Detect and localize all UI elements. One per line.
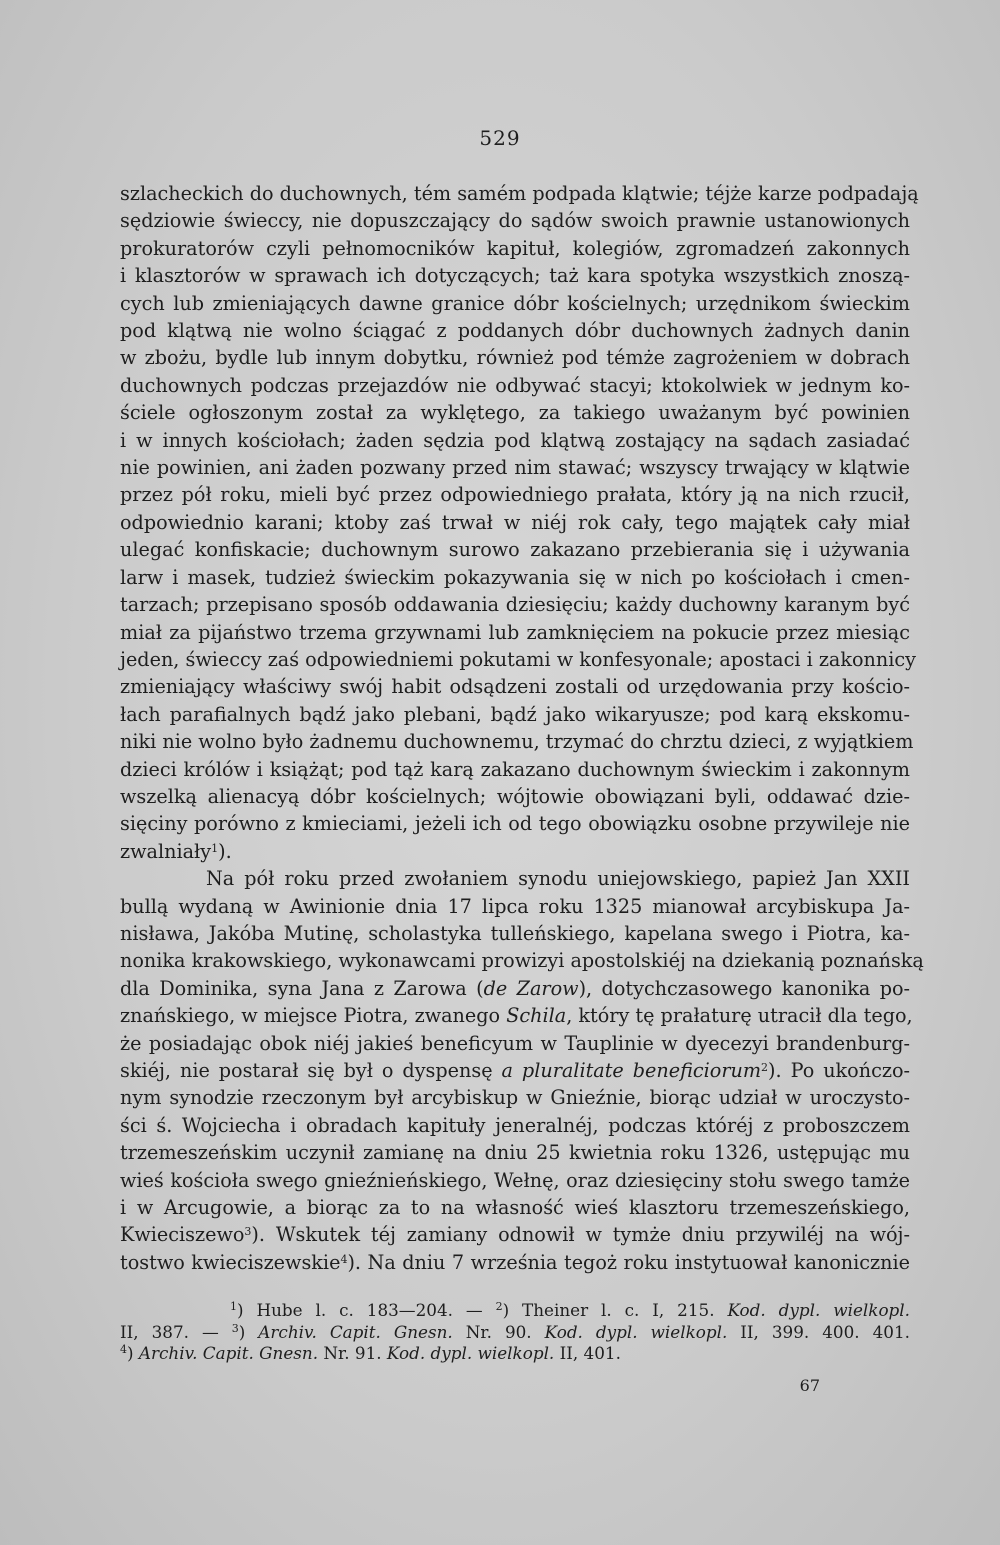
body-text xyxy=(120,180,924,1276)
text-segment: dla Dominika, syna Jana z Zarowa ( xyxy=(120,976,484,1000)
text-line: miał za pijaństwo trzema grzywnami lub zamknięciem na pokucie przez miesiąc xyxy=(120,620,910,644)
text-segment: znańskiego, w miejsce Piotra, zwanego xyxy=(120,1004,507,1028)
text-segment: II, 399. 400. 401. xyxy=(727,1321,910,1342)
text-line: wieś kościoła swego gnieźnieńskiego, Wełnę, oraz dziesięciny stołu swego tamże xyxy=(120,1168,910,1192)
text-segment: , który tę prałaturę utracił dla tego, xyxy=(566,1004,913,1028)
text-line: i w Arcugowie, a biorąc za to na własność wieś klasztoru trzemeszeńskiego, xyxy=(120,1196,910,1220)
text-segment: ) xyxy=(238,1321,259,1342)
text-line: sięciny porówno z kmieciami, jeżeli ich od tego obowiązku osobne przywileje nie xyxy=(120,812,910,836)
text-line xyxy=(120,975,910,1002)
text-segment: ). Wskutek téj zamiany odnowił w tymże dniu przywiléj na wój- xyxy=(251,1223,910,1247)
text-line: nie powinien, ani żaden pozwany przed nim stawać; wszyscy trwający w klątwie xyxy=(120,456,910,480)
footnote-ref: 4 xyxy=(340,1252,348,1266)
text-line: ulegać konfiskacie; duchownym surowo zakazano przebierania się i używania xyxy=(120,538,910,562)
text-line: duchownych podczas przejazdów nie odbywać stacyi; ktokolwiek w jednym ko- xyxy=(120,373,910,397)
text-segment: ) Hube l. c. 183—204. — xyxy=(237,1300,496,1320)
footnote-line xyxy=(120,1322,910,1344)
italic-segment: de Zarow xyxy=(483,976,579,1000)
text-line: szlacheckich do duchownych, tém samém podpada klątwie; téjże karze podpadają xyxy=(120,182,919,205)
footnote-line xyxy=(120,1343,910,1365)
footnote-line xyxy=(120,1300,910,1322)
text-line xyxy=(120,1057,910,1084)
paragraph-first-line: Na pół roku przed zwołaniem synodu uniejowskiego, papież Jan XXII xyxy=(206,867,910,891)
footnote-number: 2 xyxy=(495,1300,503,1313)
text-line: ściele ogłoszonym został za wyklętego, za takiego uważanym być powinien xyxy=(120,401,910,425)
footnote-number: 1 xyxy=(230,1300,237,1313)
footnotes xyxy=(120,1300,910,1365)
text-segment: Kwieciszewo xyxy=(120,1223,245,1247)
text-line: jeden, świeccy zaś odpowiedniemi pokutami w konfesyonale; apostaci i zakonnicy xyxy=(120,647,916,671)
text-segment: II, 401. xyxy=(554,1343,621,1363)
text-line: niki nie wolno było żadnemu duchownemu, trzymać do chrztu dzieci, z wyjątkiem xyxy=(120,730,914,754)
text-line: bullą wydaną w Awinionie dnia 17 lipca roku 1325 mianował arcybiskupa Ja- xyxy=(120,894,910,918)
text-line: sędziowie świeccy, nie dopuszczający do sądów swoich prawnie ustanowionych xyxy=(120,209,910,233)
italic-segment: Kod. dypl. wielkopl. xyxy=(386,1343,555,1363)
text-segment: ) xyxy=(127,1343,139,1363)
italic-segment: Kod. dypl. wielkopl. xyxy=(727,1300,910,1320)
text-line: pod klątwą nie wolno ściągać z poddanych dóbr duchownych żadnych danin xyxy=(120,319,910,343)
text-line: tarzach; przepisano sposób oddawania dziesięciu; każdy duchowny karanym być xyxy=(120,593,910,617)
text-segment: ). Po ukończo- xyxy=(768,1059,910,1082)
text-line: łach parafialnych bądź jako plebani, bądź jako wikaryusze; pod karą ekskomu- xyxy=(120,702,910,726)
text-line: nisława, Jakóba Mutinę, scholastyka tulleńskiego, kapelana swego i Piotra, ka- xyxy=(120,921,910,945)
text-line: ści ś. Wojciecha i obradach kapituły jeneralnéj, podczas któréj z proboszczem xyxy=(120,1113,910,1137)
page-number: 529 xyxy=(479,126,521,150)
text-line: i w innych kościołach; żaden sędzia pod klątwą zostający na sądach zasiadać xyxy=(120,428,910,452)
italic-segment: Kod. dypl. wielkopl. xyxy=(544,1321,728,1342)
text-line: przez pół roku, mieli być przez odpowiedniego prałata, który ją na nich rzucił, xyxy=(120,483,910,507)
text-segment: ) Theiner l. c. I, 215. xyxy=(502,1300,728,1320)
text-line: i klasztorów w sprawach ich dotyczących; taż kara spotyka wszystkich znoszą- xyxy=(120,264,910,288)
text-line: nym synodzie rzeczonym był arcybiskup w Gnieźnie, biorąc udział w uroczysto- xyxy=(120,1086,910,1110)
footnote-ref: 3 xyxy=(244,1225,252,1239)
footnote-number: 3 xyxy=(231,1321,239,1335)
text-line: dzieci królów i książąt; pod tąż karą zakazano duchownym świeckim i zakonnym xyxy=(120,757,910,781)
italic-segment: Archiv. Capit. Gnesn. xyxy=(138,1343,319,1363)
text-line xyxy=(120,1249,910,1276)
text-segment: ). Na dniu 7 września tegoż roku instytuował kanonicznie xyxy=(347,1250,910,1274)
text-line xyxy=(120,1221,910,1248)
text-segment: Nr. 91. xyxy=(318,1343,387,1363)
signature-mark: 67 xyxy=(799,1376,820,1395)
text-line: wszelką alienacyą dóbr kościelnych; wójtowie obowiązani byli, oddawać dzie- xyxy=(120,784,910,808)
italic-segment: a pluralitate beneficiorum xyxy=(501,1059,762,1082)
text-line: cych lub zmieniających dawne granice dóbr kościelnych; urzędnikom świeckim xyxy=(120,291,910,315)
text-segment: tostwo kwieciszewskie xyxy=(120,1250,341,1274)
text-line: zmieniający właściwy swój habit odsądzeni zostali od urzędowania przy kościo- xyxy=(120,675,910,699)
text-segment: zwalniały xyxy=(120,839,212,863)
text-line: w zbożu, bydle lub innym dobytku, również pod témże zagrożeniem w dobrach xyxy=(120,346,910,370)
text-segment: Nr. 90. xyxy=(452,1321,545,1342)
text-segment: II, 387. — xyxy=(120,1321,232,1342)
footnote-ref: 1 xyxy=(211,841,219,855)
text-line: prokuratorów czyli pełnomocników kapituł, kolegiów, zgromadzeń zakonnych xyxy=(120,236,910,260)
footnote-number: 4 xyxy=(120,1343,127,1356)
text-line xyxy=(120,1002,913,1029)
text-line: nonika krakowskiego, wykonawcami prowizyi apostolskiéj na dziekanią poznańską xyxy=(120,949,924,973)
italic-segment: Archiv. Capit. Gnesn. xyxy=(258,1321,453,1342)
text-line xyxy=(120,838,910,865)
text-segment: ), dotychczasowego kanonika po- xyxy=(578,976,911,1000)
text-segment: ). xyxy=(218,839,232,863)
text-line: larw i masek, tudzież świeckim pokazywania się w nich po kościołach i cmen- xyxy=(120,565,910,589)
text-line: trzemeszeńskim uczynił zamianę na dniu 25 kwietnia roku 1326, ustępując mu xyxy=(120,1141,910,1165)
footnote-ref: 2 xyxy=(761,1061,769,1074)
text-line: że posiadając obok niéj jakieś beneficyum w Tauplinie w dyecezyi brandenburg- xyxy=(120,1031,910,1055)
italic-segment: Schila xyxy=(506,1004,567,1028)
text-line: odpowiednio karani; ktoby zaś trwał w niéj rok cały, tego majątek cały miał xyxy=(120,510,910,534)
text-segment: skiéj, nie postarał się był o dyspensę xyxy=(120,1059,502,1082)
